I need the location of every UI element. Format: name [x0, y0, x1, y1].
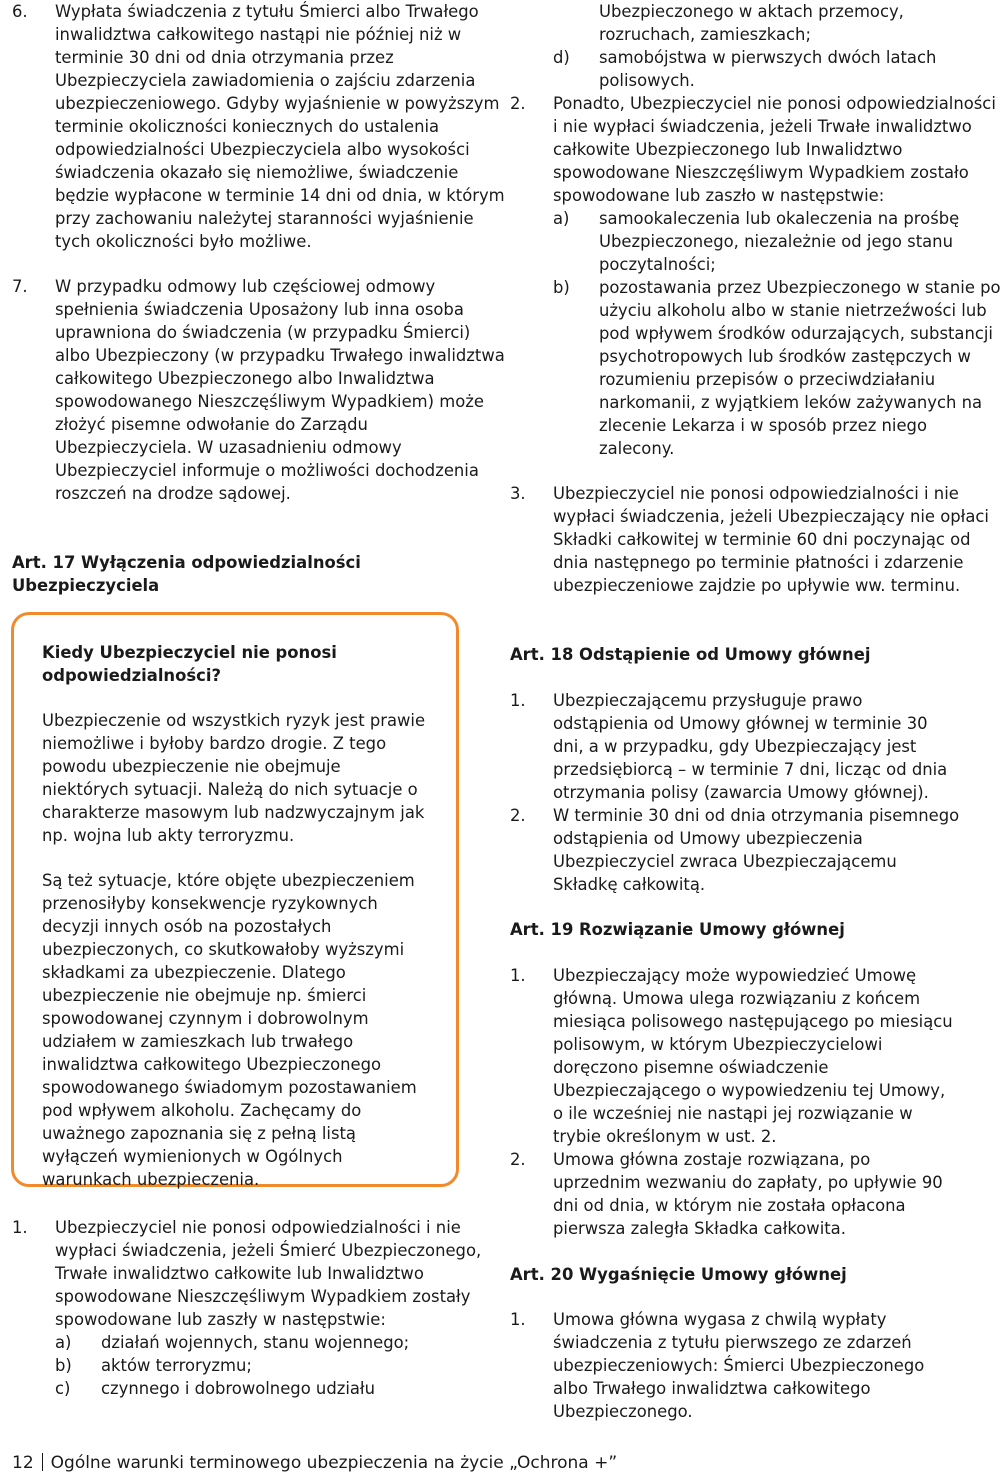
- section-heading-art20: Art. 20 Wygaśnięcie Umowy głównej: [510, 1265, 847, 1284]
- item-text: Ubezpieczającemu przysługuje prawo odstąpienia od Umowy głównej w terminie 30 dni, a w przypadku, gdy Ubezpieczający jest przedsiębiorcą – w terminie 7 dni, licząc od dnia otrzymania polisy (zawarcia Umowy głównej).: [553, 691, 948, 802]
- subitem: [55, 1331, 505, 1354]
- item-text: Ubezpieczający może wypowiedzieć Umowę główną. Umowa ulega rozwiązaniu z końcem miesiąca polisowego następującego po miesiącu polisowym, w którym Ubezpieczycielowi doręczono pisemne oświadczenie Ubezpieczającego o wypowiedzeniu tej Umowy, o ile wcześniej nie nastąpi jej rozwiązanie w trybie określonym w ust. 2.: [553, 966, 953, 1146]
- subitem-text: samookaleczenia lub okaleczenia na prośbę Ubezpieczonego, niezależnie od jego stanu poczytalności;: [599, 209, 960, 274]
- section-heading-art18: Art. 18 Odstąpienie od Umowy głównej: [510, 645, 871, 664]
- item-number: 7.: [12, 277, 28, 296]
- section-heading-art19: Art. 19 Rozwiązanie Umowy głównej: [510, 920, 845, 939]
- art20-list: [510, 1308, 960, 1423]
- page-number: 12: [12, 1453, 34, 1473]
- paragraph-7: [12, 275, 505, 505]
- page-footer: [12, 1452, 617, 1474]
- item-number: 2.: [510, 1150, 526, 1169]
- item-number: 1.: [510, 966, 526, 985]
- subitem-letter: b): [553, 278, 570, 297]
- item-text: Umowa główna zostaje rozwiązana, po uprzednim wezwaniu do zapłaty, po upływie 90 dni od dnia, w którym nie została opłacona pierwsza zaległa Składka całkowita.: [553, 1150, 943, 1238]
- subitem: [553, 207, 1003, 276]
- section-heading-art17: Art. 17 Wyłączenia odpowiedzialności Ubezpieczyciela: [12, 553, 361, 595]
- subitem: [55, 1377, 505, 1400]
- right-item-3: [510, 482, 1003, 597]
- item-number: 3.: [510, 484, 526, 503]
- list-item: [510, 1308, 960, 1423]
- list-item: [510, 964, 960, 1148]
- item-text: W terminie 30 dni od dnia otrzymania pisemnego odstąpienia od Umowy ubezpieczenia Ubezpieczyciel zwraca Ubezpieczającemu Składkę całkowitą.: [553, 806, 960, 894]
- subitem: [55, 1354, 505, 1377]
- subitem-letter: d): [553, 48, 570, 67]
- art17-item-1: [12, 1216, 505, 1400]
- item-number: 2.: [510, 806, 526, 825]
- info-box-question: Kiedy Ubezpieczyciel nie ponosi odpowiedzialności?: [42, 643, 337, 685]
- info-box-paragraph-1: Ubezpieczenie od wszystkich ryzyk jest prawie niemożliwe i byłoby bardzo drogie. Z tego powodu ubezpieczenie nie obejmuje niektórych sytuacji. Należą do nich sytuacje o charakterze masowym lub nadzwyczajnym jak np. wojna lub akty terroryzmu.: [42, 711, 426, 845]
- list-item: [510, 804, 960, 896]
- list-item: [510, 689, 960, 804]
- item-number: 1.: [12, 1218, 28, 1237]
- subitem-text: czynnego i dobrowolnego udziału: [101, 1379, 375, 1398]
- continued-subitem-c: Ubezpieczonego w aktach przemocy, rozruchach, zamieszkach;: [599, 2, 904, 44]
- subitem-text: działań wojennych, stanu wojennego;: [101, 1333, 410, 1352]
- item-text: Ubezpieczyciel nie ponosi odpowiedzialności i nie wypłaci świadczenia, jeżeli Ubezpieczający nie opłaci Składki całkowitej w terminie 60 dni poczynając od dnia następnego po terminie płatności i zdarzenie ubezpieczeniowe zajdzie po upływie ww. terminu.: [553, 484, 989, 595]
- art19-list: [510, 964, 960, 1240]
- subitem-d: [553, 46, 1006, 92]
- footer-divider: [42, 1453, 43, 1471]
- subitem-letter: a): [553, 209, 570, 228]
- art18-list: [510, 689, 960, 896]
- subitem-letter: c): [55, 1379, 71, 1398]
- list-item: [510, 1148, 960, 1240]
- subitem-letter: b): [55, 1356, 72, 1375]
- item-text: Wypłata świadczenia z tytułu Śmierci albo Trwałego inwalidztwa całkowitego nastąpi nie później niż w terminie 30 dni od dnia otrzymania przez Ubezpieczyciela zawiadomienia o zajściu zdarzenia ubezpieczeniowego. Gdyby wyjaśnienie w powyższym terminie okoliczności koniecznych do ustalenia odpowiedzialności Ubezpieczyciela albo wysokości świadczenia okazało się niemożliwe, świadczenie będzie wypłacone w terminie 14 dni od dnia, w którym przy zachowaniu należytej staranności wyjaśnienie tych okoliczności było możliwe.: [55, 2, 505, 251]
- item-number: 1.: [510, 691, 526, 710]
- info-box-paragraph-2: Są też sytuacje, które objęte ubezpieczeniem przenosiłyby konsekwencje ryzykownych decyzji innych osób na pozostałych ubezpieczonych, co skutkowałoby wyższymi składkami za ubezpieczenie. Dlatego ubezpieczenie nie obejmuje np. śmierci spowodowanej czynnym i dobrowolnym udziałem w zamieszkach lub trwałego inwalidztwa całkowitego Ubezpieczonego spowodowanego świadomym pozostawaniem pod wpływem alkoholu. Zachęcamy do uważnego zapoznania się z pełną listą wyłączeń wymienionych w Ogólnych warunkach ubezpieczenia.: [42, 871, 417, 1189]
- paragraph-6: [12, 0, 505, 253]
- subitem-text: pozostawania przez Ubezpieczonego w stanie po użyciu alkoholu albo w stanie nietrzeźwości lub pod wpływem środków odurzających, substancji psychotropowych lub środków zastępczych w rozumieniu przepisów o przeciwdziałaniu narkomanii, z wyjątkiem leków zażywanych na zlecenie Lekarza i w sposób przez niego zalecony.: [599, 278, 1001, 458]
- item-text: Ubezpieczyciel nie ponosi odpowiedzialności i nie wypłaci świadczenia, jeżeli Śmierć Ubezpieczonego, Trwałe inwalidztwo całkowite lub Inwalidztwo spowodowane Nieszczęśliwym Wypadkiem zostały spowodowane lub zaszły w następstwie:: [55, 1218, 482, 1329]
- document-title: Ogólne warunki terminowego ubezpieczenia na życie „Ochrona +”: [50, 1453, 618, 1473]
- subitem-letter: a): [55, 1333, 72, 1352]
- info-box: [11, 612, 459, 1187]
- subitem-text: samobójstwa w pierwszych dwóch latach polisowych.: [599, 48, 937, 90]
- subitem-text: aktów terroryzmu;: [101, 1356, 252, 1375]
- item-text: Ponadto, Ubezpieczyciel nie ponosi odpowiedzialności i nie wypłaci świadczenia, jeżeli Trwałe inwalidztwo całkowite Ubezpieczonego lub Inwalidztwo spowodowane Nieszczęśliwym Wypadkiem zostało spowodowane lub zaszło w następstwie:: [553, 94, 996, 205]
- item-number: 6.: [12, 2, 28, 21]
- item-text: Umowa główna wygasa z chwilą wypłaty świadczenia z tytułu pierwszego ze zdarzeń ubezpieczeniowych: Śmierci Ubezpieczonego albo Trwałego inwalidztwa całkowitego Ubezpieczonego.: [553, 1310, 925, 1421]
- item-number: 2.: [510, 94, 526, 113]
- right-item-2: [510, 92, 1003, 460]
- item-text: W przypadku odmowy lub częściowej odmowy spełnienia świadczenia Uposażony lub inna osoba uprawniona do świadczenia (w przypadku Śmierci) albo Ubezpieczony (w przypadku Trwałego inwalidztwa całkowitego Ubezpieczonego albo Inwalidztwa spowodowanego Nieszczęśliwym Wypadkiem) może złożyć pisemne odwołanie do Zarządu Ubezpieczyciela. W uzasadnieniu odmowy Ubezpieczyciel informuje o możliwości dochodzenia roszczeń na drodze sądowej.: [55, 277, 505, 503]
- subitem: [553, 276, 1003, 460]
- item-number: 1.: [510, 1310, 526, 1329]
